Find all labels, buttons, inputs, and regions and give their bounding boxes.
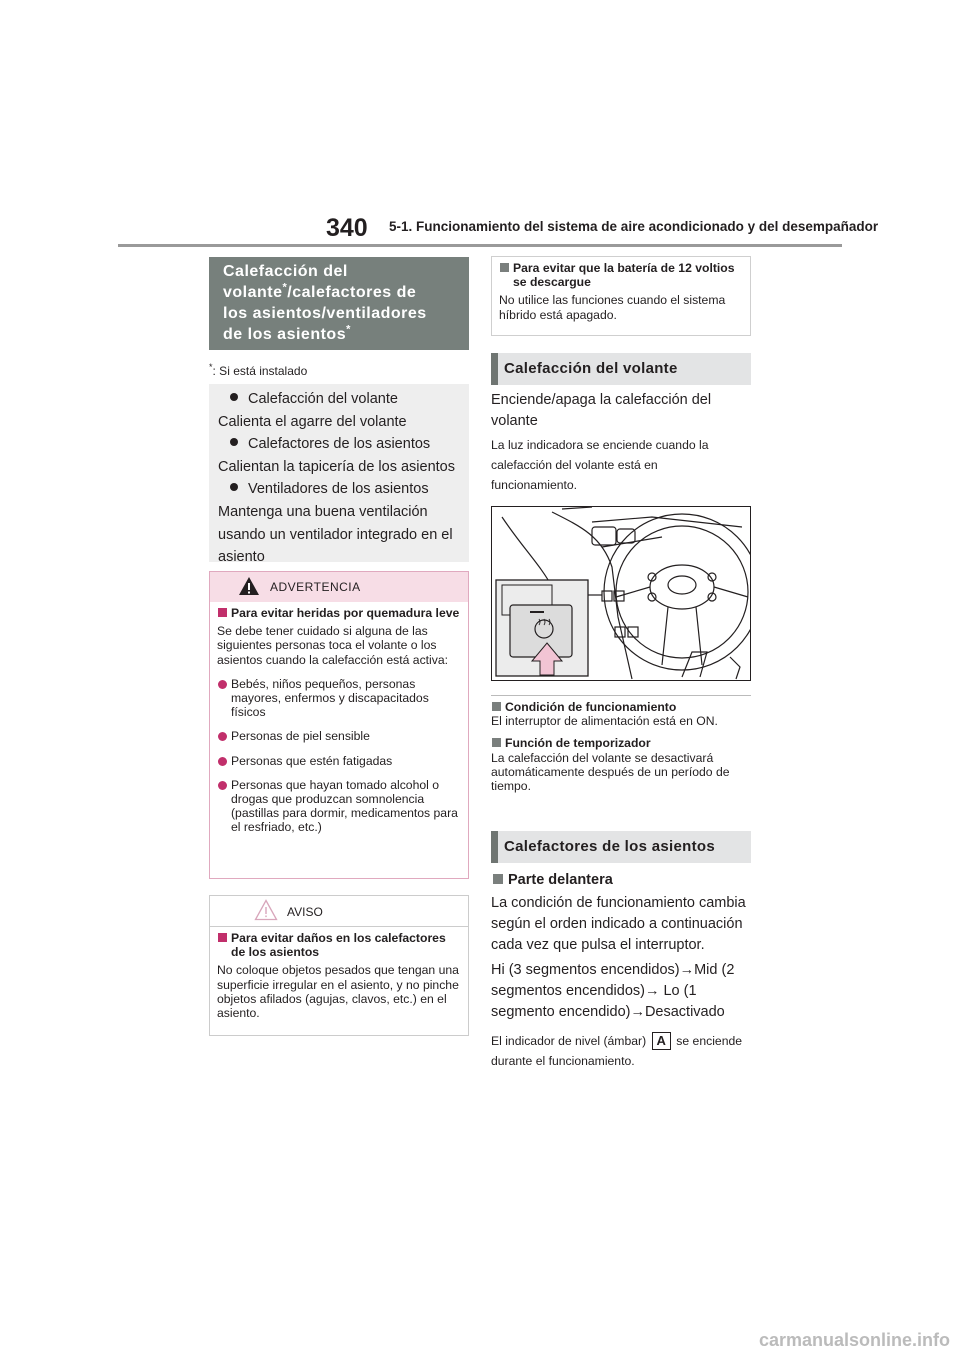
dashboard-illustration	[492, 507, 750, 680]
warning-intro: Se debe tener cuidado si alguna de las siguientes personas toca el volante o los asientos cuando la calefacción está activa:	[217, 624, 449, 667]
warning-triangle-icon	[238, 576, 260, 596]
level-note-after: se enciende durante el funcionamiento.	[491, 1034, 743, 1068]
level-indicator-note	[491, 1031, 749, 1071]
warning-item: Personas que estén fatigadas	[217, 754, 461, 768]
seat-heaters-body: La condición de funcionamiento cambia según el orden indicado a continuación cada vez que pulsa el interruptor.	[491, 895, 746, 953]
chapter-title: 5-1. Funcionamiento del sistema de aire acondicionado y del desempañador	[389, 219, 879, 234]
footnote	[209, 362, 307, 378]
feature-seat-ventilators-desc: Mantenga una buena ventilación usando un ventilador integrado en el asiento	[218, 503, 453, 566]
steering-heater-intro: Enciende/apaga la calefacción del volante	[491, 392, 712, 429]
steering-heater-switch-illustration	[491, 506, 751, 681]
warning-box	[209, 571, 469, 879]
title-line-5: de los asientos	[223, 326, 347, 343]
title-line-4: los asientos/ventiladores	[223, 305, 427, 322]
feature-list-box	[209, 384, 469, 566]
notice-header	[210, 896, 468, 927]
seat-heaters-sequence: Hi (3 segmentos encendidos)→Mid (2 segmentos encendidos)→ Lo (1 segmento encendido)→Desactivado	[491, 962, 735, 1020]
warning-item: Personas de piel sensible	[217, 729, 461, 743]
notice-body: No coloque objetos pesados que tengan una superficie irregular en el asiento, y no pinche objetos afilados (agujas, clavos, etc.) en el asiento.	[217, 963, 459, 1021]
level-note-before: El indicador de nivel (ámbar)	[491, 1034, 647, 1048]
title-line-2: volante	[223, 284, 283, 301]
condition-body: El interruptor de alimentación está en ON.	[491, 714, 718, 729]
condition-heading: Condición de funcionamiento	[491, 700, 751, 714]
warning-label: ADVERTENCIA	[270, 580, 361, 594]
warning-item: Bebés, niños pequeños, personas mayores, enfermos y discapacitados físicos	[217, 677, 461, 720]
notice-box	[209, 895, 469, 1036]
footnote-star: *	[209, 362, 213, 372]
feature-seat-heaters: Calefactores de los asientos	[218, 433, 460, 456]
title-line-3: /calefactores de	[287, 284, 417, 301]
warning-item: Personas que hayan tomado alcohol o drogas que produzcan somnolencia (pastillas para dormir, medicamentos para el resfriado, etc.)	[217, 778, 461, 835]
timer-heading: Función de temporizador	[491, 736, 751, 750]
feature-steering-heater-desc: Calienta el agarre del volante	[218, 413, 407, 430]
feature-steering-heater: Calefacción del volante	[218, 388, 460, 411]
label-a-badge: A	[652, 1032, 671, 1050]
steering-heater-note: La luz indicadora se enciende cuando la calefacción del volante está en funcionamiento.	[491, 438, 709, 492]
notice-label: AVISO	[287, 905, 323, 919]
battery-heading: Para evitar que la batería de 12 voltios se descargue	[499, 261, 743, 289]
title-line-1: Calefacción del	[223, 263, 348, 280]
front-heading: Parte delantera	[491, 870, 749, 891]
section-title-box	[209, 257, 469, 350]
caution-triangle-icon	[254, 899, 278, 921]
feature-seat-heaters-desc: Calientan la tapicería de los asientos	[218, 458, 455, 475]
title-star-2: *	[346, 323, 351, 336]
title-star-1: *	[282, 281, 288, 294]
watermark: carmanualsonline.info	[758, 1330, 950, 1350]
warning-header	[210, 572, 468, 602]
seat-heaters-content	[491, 870, 749, 1071]
warning-heading: Para evitar heridas por quemadura leve	[217, 606, 461, 620]
battery-body: No utilice las funciones cuando el sistema híbrido está apagado.	[499, 293, 726, 322]
seat-heaters-section-title: Calefactores de los asientos	[491, 831, 751, 863]
steering-heater-section-title: Calefacción del volante	[491, 353, 751, 385]
header-divider	[118, 244, 842, 247]
page-number: 340	[326, 214, 368, 242]
feature-seat-ventilators: Ventiladores de los asientos	[218, 478, 460, 501]
figure-divider	[491, 695, 751, 696]
timer-body: La calefacción del volante se desactivará automáticamente después de un período de tiempo.	[491, 750, 730, 794]
footnote-text: : Si está instalado	[212, 364, 308, 378]
notice-heading: Para evitar daños en los calefactores de los asientos	[217, 931, 461, 959]
operating-condition	[491, 700, 751, 793]
battery-info-box	[491, 256, 751, 336]
